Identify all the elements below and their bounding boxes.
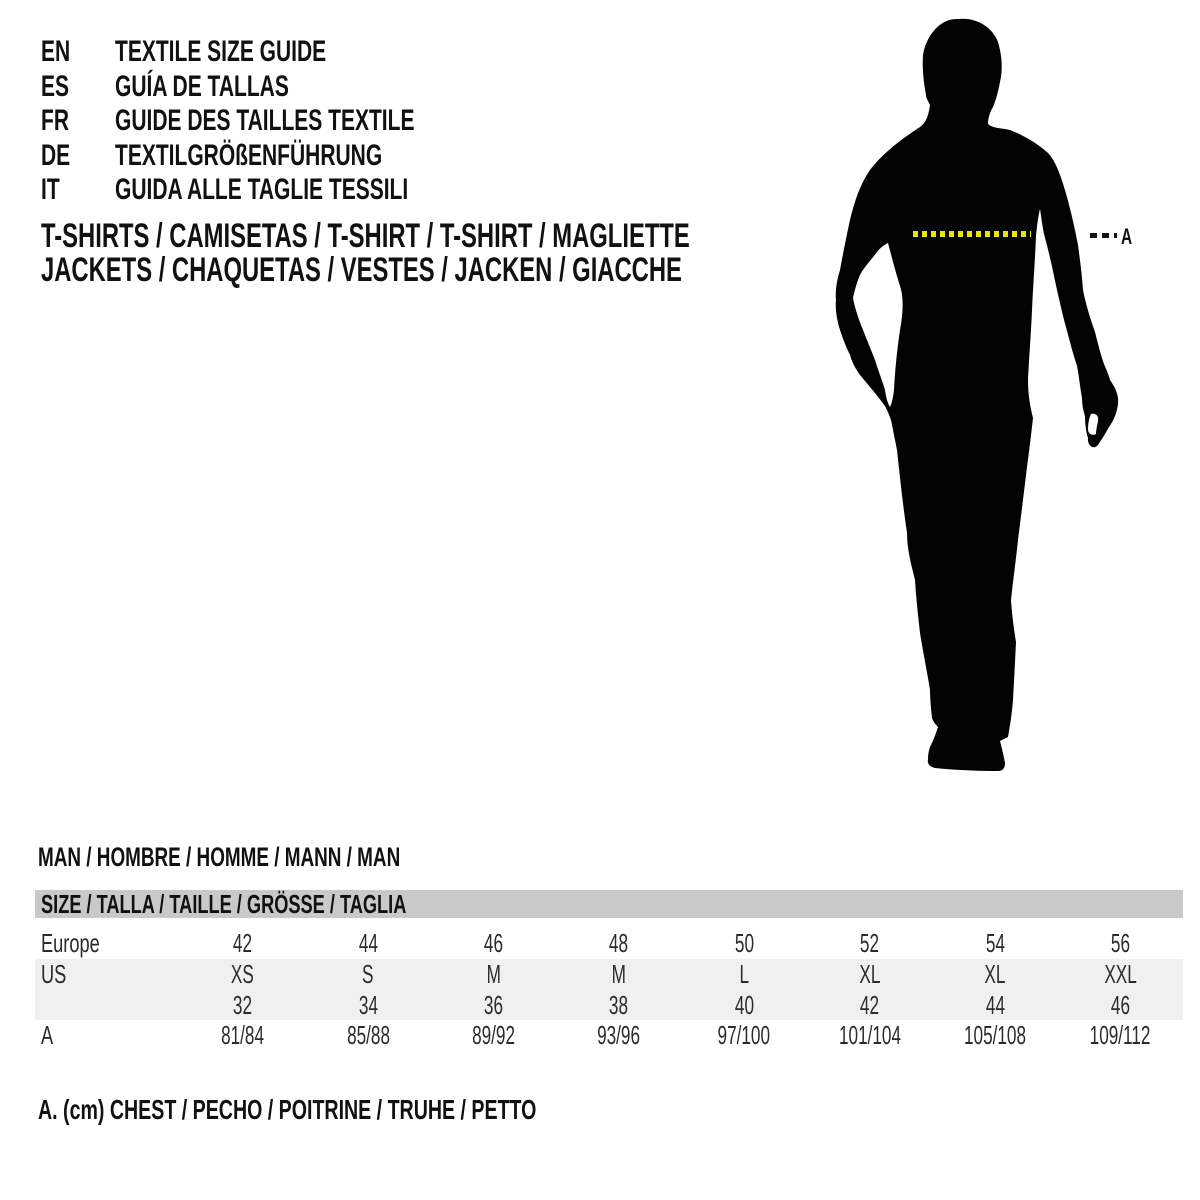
size-cell: 109/112	[1090, 1020, 1151, 1051]
language-title: GUÍA DE TALLAS	[115, 69, 289, 103]
section-title-man: MAN / HOMBRE / HOMME / MANN / MAN	[38, 842, 401, 872]
size-cell: 44	[985, 989, 1005, 1020]
language-legend	[41, 35, 543, 208]
language-code: IT	[41, 173, 60, 207]
row-label: Europe	[41, 928, 100, 958]
size-cell: 42	[233, 928, 253, 958]
size-cell: 97/100	[718, 1020, 771, 1051]
size-cell: 101/104	[838, 1020, 901, 1051]
chest-measure-label: A	[1121, 224, 1133, 249]
language-row	[41, 173, 543, 208]
chest-callout-dashes	[1090, 233, 1117, 238]
size-cell: 36	[483, 989, 504, 1020]
category-line-tshirts: T-SHIRTS / CAMISETAS / T-SHIRT / T-SHIRT / MAGLIETTE	[41, 217, 690, 255]
language-code: DE	[41, 138, 71, 172]
language-row	[41, 70, 543, 105]
language-code: FR	[41, 104, 69, 138]
size-cell: 34	[358, 989, 378, 1020]
man-silhouette-figure	[830, 14, 1125, 774]
size-cell: XL	[984, 958, 1006, 989]
size-table-rows	[35, 928, 1183, 1051]
size-cell: XS	[231, 958, 255, 989]
size-table-header-text: SIZE / TALLA / TAILLE / GRÖSSE / TAGLIA	[41, 889, 407, 919]
size-row-europe	[35, 928, 1183, 959]
left-hand-notch	[878, 418, 885, 438]
size-cell: 48	[609, 928, 629, 958]
size-cell: 32	[233, 989, 253, 1020]
row-label: US	[41, 958, 67, 989]
size-cell: 52	[860, 928, 880, 958]
row-label: A	[41, 1020, 54, 1051]
size-cell: 81/84	[221, 1020, 265, 1051]
size-table-header-bar	[35, 890, 1183, 918]
size-row-numeric	[35, 990, 1183, 1021]
size-cell: M	[486, 958, 501, 989]
measure-footnote: A. (cm) CHEST / PECHO / POITRINE / TRUHE / PETTO	[38, 1094, 537, 1125]
size-cell: 46	[1110, 989, 1130, 1020]
category-heading	[41, 219, 968, 287]
man-silhouette-svg	[830, 14, 1125, 774]
size-cell: XL	[859, 958, 881, 989]
size-cell: 38	[609, 989, 629, 1020]
language-code: ES	[41, 69, 70, 103]
size-cell: 56	[1110, 928, 1130, 958]
man-silhouette	[836, 19, 1118, 771]
size-cell: XXL	[1104, 958, 1137, 989]
language-title: TEXTILE SIZE GUIDE	[115, 35, 327, 68]
size-cell: 89/92	[472, 1020, 515, 1051]
size-table	[35, 890, 1183, 1051]
language-row	[41, 139, 543, 174]
size-cell: 54	[985, 928, 1005, 958]
language-title: TEXTILGRÖßENFÜHRUNG	[115, 138, 383, 172]
size-cell: 46	[483, 928, 504, 958]
size-cell: 93/96	[597, 1020, 641, 1051]
size-cell: 42	[860, 989, 880, 1020]
size-cell: M	[611, 958, 627, 989]
size-cell: S	[362, 958, 374, 989]
size-row-chest-a	[35, 1020, 1183, 1051]
size-cell: 40	[734, 989, 754, 1020]
size-cell: L	[739, 958, 750, 989]
size-cell: 105/108	[964, 1020, 1027, 1051]
language-title: GUIDA ALLE TAGLIE TESSILI	[115, 173, 409, 207]
language-title: GUIDE DES TAILLES TEXTILE	[115, 104, 415, 138]
size-cell: 44	[358, 928, 378, 958]
category-line-jackets: JACKETS / CHAQUETAS / VESTES / JACKEN / GIACCHE	[41, 251, 682, 289]
language-row	[41, 104, 543, 139]
size-cell: 50	[734, 928, 754, 958]
size-cell: 85/88	[346, 1020, 390, 1051]
language-code: EN	[41, 35, 71, 68]
language-row	[41, 35, 543, 70]
size-row-us	[35, 959, 1183, 990]
chest-measure-dotted-line	[913, 231, 1031, 237]
